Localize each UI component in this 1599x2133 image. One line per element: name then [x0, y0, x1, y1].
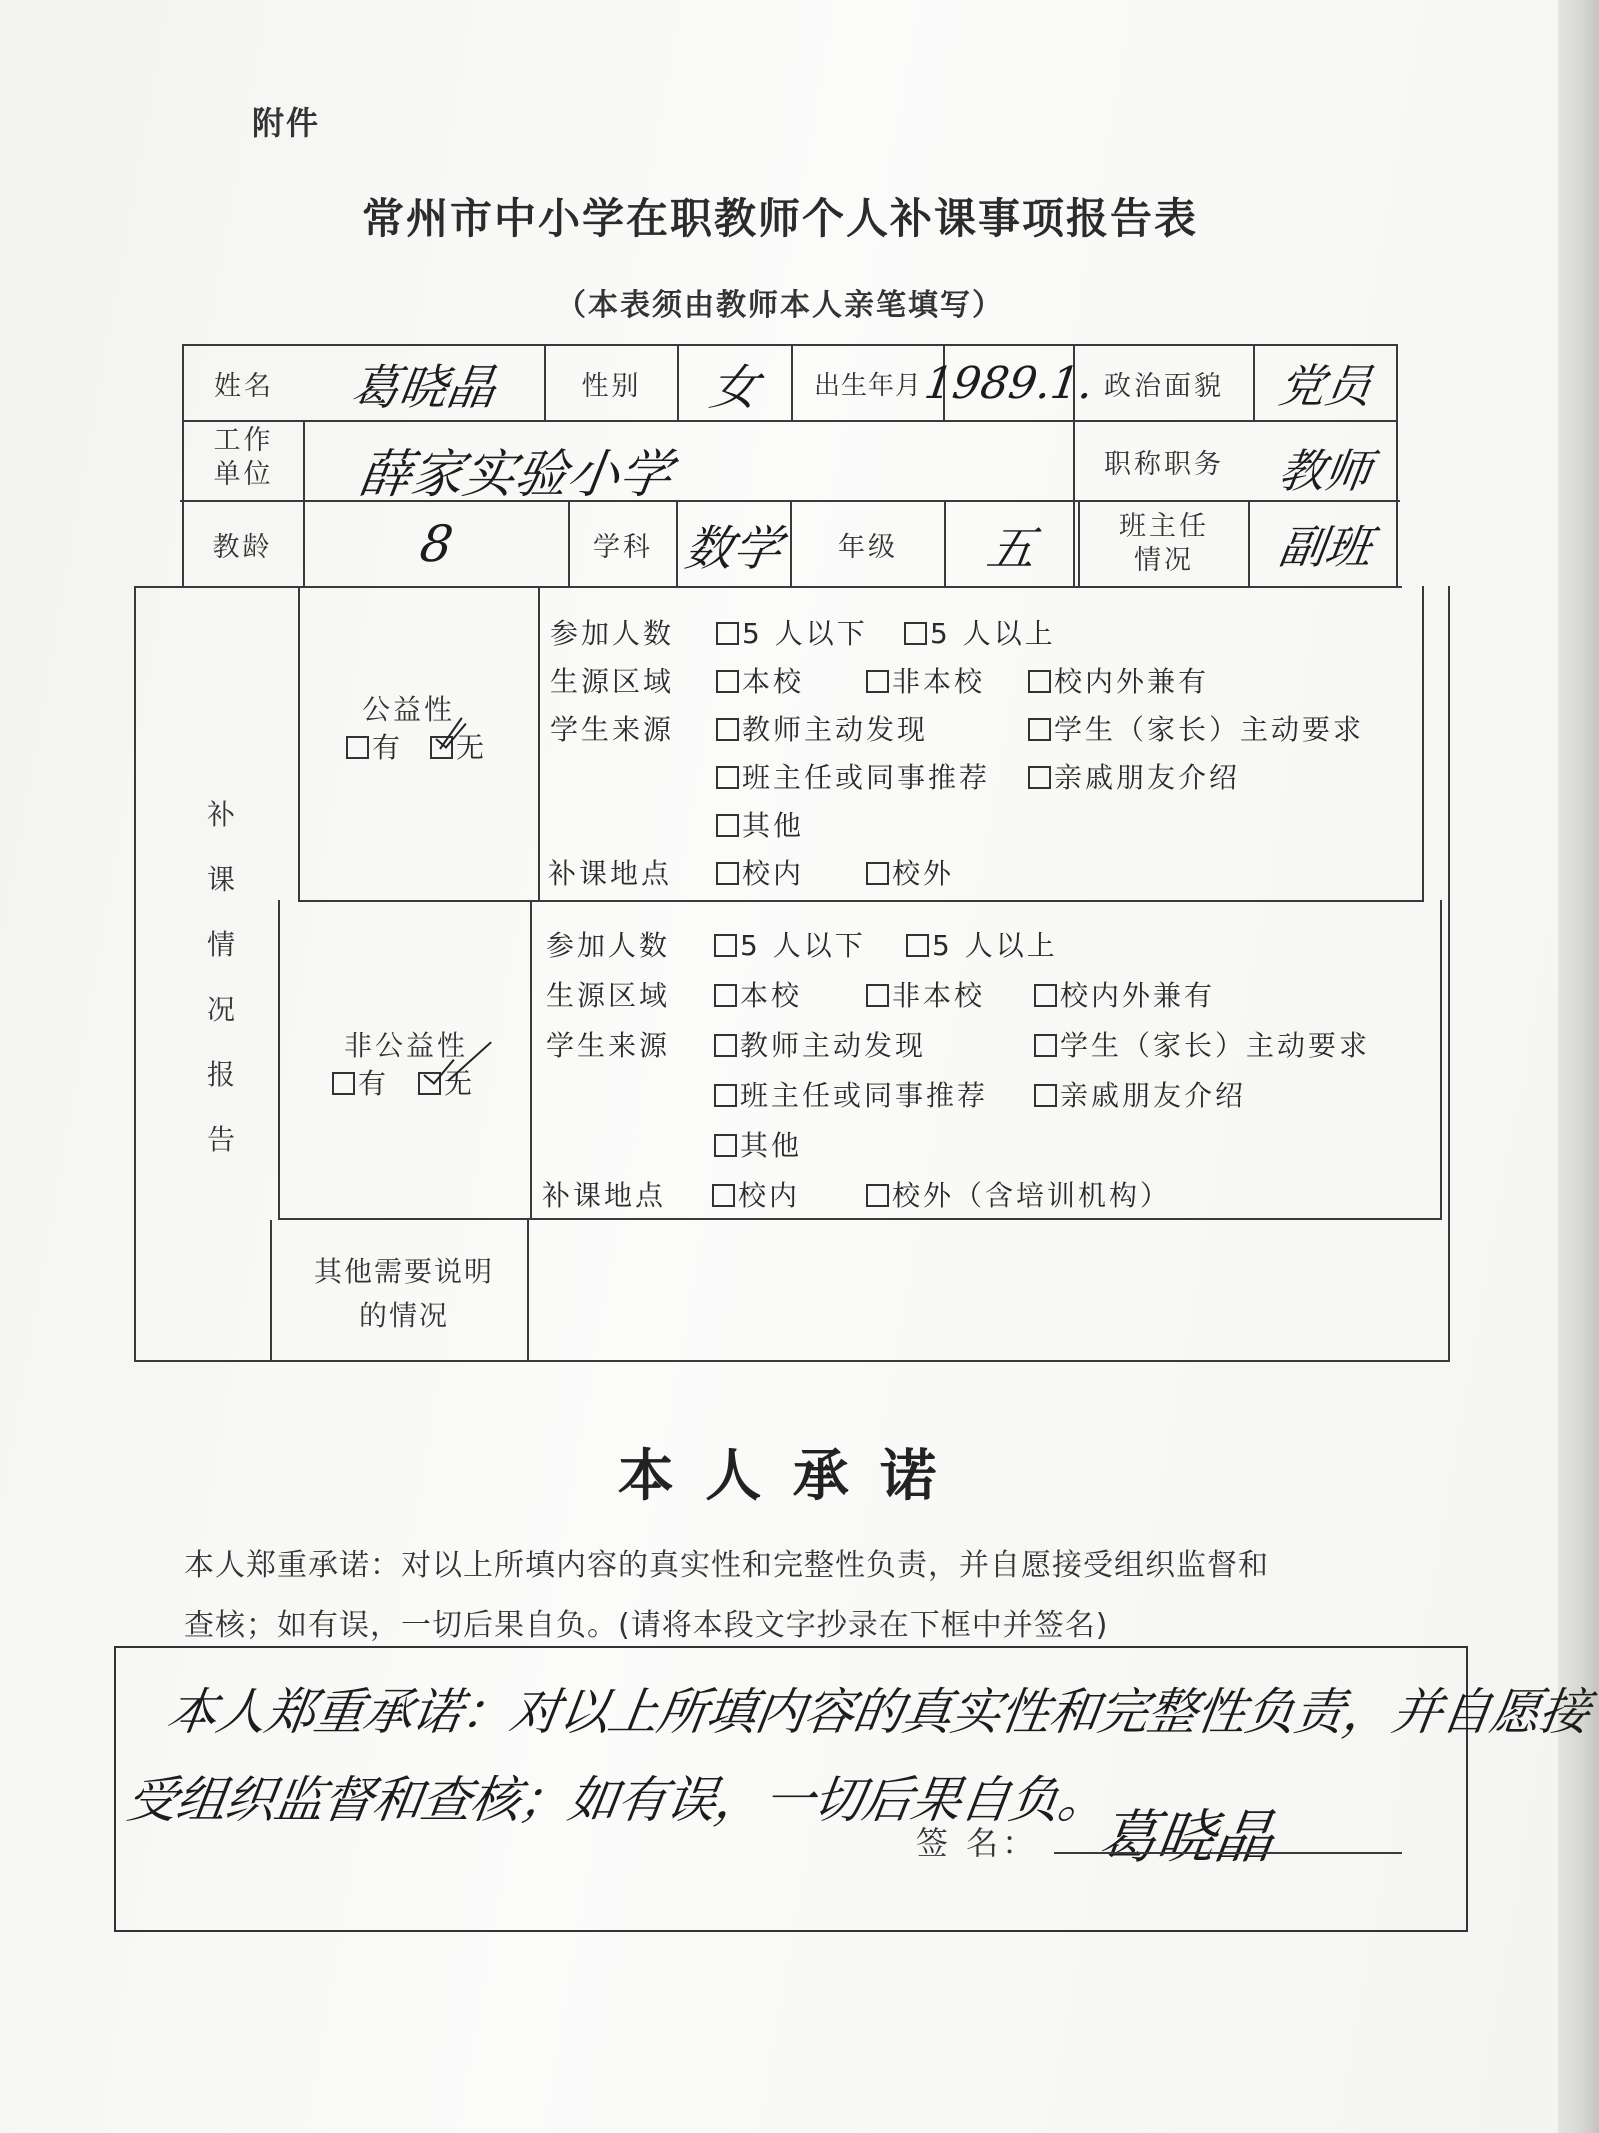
non-public-origin-opt-1[interactable]: 本校	[714, 974, 802, 1014]
checkbox-icon	[714, 1034, 737, 1057]
non-public-source-opt-5[interactable]: 其他	[714, 1124, 802, 1164]
work-unit-value: 薛家实验小学	[355, 445, 676, 505]
signature-value: 葛晓晶	[1094, 1803, 1279, 1871]
checkbox-icon	[714, 1084, 737, 1107]
subject-label: 学科	[593, 531, 653, 563]
public-place-opt-2[interactable]: 校外	[866, 852, 954, 892]
grade-label: 年级	[838, 531, 898, 563]
pledge-text-line-1: 本人郑重承诺：对以上所填内容的真实性和完整性负责，并自愿接受组织监督和	[184, 1548, 1269, 1583]
form-title: 常州市中小学在职教师个人补课事项报告表	[361, 194, 1198, 243]
non-public-origin-opt-3[interactable]: 校内外兼有	[1034, 974, 1215, 1014]
checkbox-icon	[716, 814, 739, 837]
non-public-place-opt-1[interactable]: 校内	[712, 1174, 800, 1214]
checkbox-icon	[866, 984, 889, 1007]
pledge-heading: 本 人 承 诺	[617, 1444, 943, 1509]
checkbox-icon	[1034, 984, 1057, 1007]
checkbox-icon	[866, 670, 889, 693]
checkbox-icon	[714, 984, 737, 1007]
checkbox-icon	[332, 1072, 355, 1095]
non-public-place-opt-2[interactable]: 校外（含培训机构）	[866, 1174, 1171, 1214]
non-public-yes-label: 有	[358, 1067, 390, 1100]
checkbox-icon	[714, 934, 737, 957]
participants-label: 参加人数	[550, 617, 675, 650]
head-teacher-label: 班主任 情况	[1119, 511, 1209, 576]
checkbox-icon	[866, 862, 889, 885]
public-place-label: 补课地点	[548, 857, 673, 890]
public-no-label: 无	[456, 731, 488, 764]
public-place-opt-1[interactable]: 校内	[716, 852, 804, 892]
checkbox-icon	[1028, 670, 1051, 693]
public-source-label: 学生来源	[550, 713, 675, 746]
birth-label: 出生年月	[813, 370, 922, 401]
title-duty-value: 教师	[1275, 444, 1375, 498]
politics-label: 政治面貌	[1104, 370, 1224, 402]
checkbox-icon	[716, 718, 739, 741]
non-public-label: 非公益性	[344, 1029, 469, 1062]
pledge-text-line-2: 查核；如有误，一切后果自负。(请将本段文字抄录在下框中并签名)	[184, 1608, 1109, 1643]
checkbox-icon	[712, 1184, 735, 1207]
non-public-origin-label: 生源区域	[546, 979, 671, 1012]
non-public-source-opt-4[interactable]: 亲戚朋友介绍	[1034, 1074, 1246, 1114]
public-participants-opt-2[interactable]: 5 人以上	[904, 612, 1056, 652]
checkbox-icon	[906, 934, 929, 957]
other-notes-label: 其他需要说明 的情况	[313, 1255, 494, 1332]
signature-underline	[1054, 1852, 1402, 1854]
public-source-opt-2[interactable]: 学生（家长）主动要求	[1028, 708, 1364, 748]
non-public-source-opt-2[interactable]: 学生（家长）主动要求	[1034, 1024, 1370, 1064]
non-public-participants-label: 参加人数	[546, 929, 671, 962]
name-value: 葛晓晶	[347, 359, 500, 416]
checkbox-icon	[1028, 766, 1051, 789]
politics-value: 党员	[1275, 359, 1375, 413]
non-public-place-label: 补课地点	[542, 1179, 667, 1212]
non-public-participants-opt-1[interactable]: 5 人以下	[714, 924, 866, 964]
public-origin-opt-3[interactable]: 校内外兼有	[1028, 660, 1209, 700]
non-public-yes-checkbox[interactable]	[332, 1062, 389, 1102]
public-welfare-label: 公益性	[362, 693, 456, 726]
checkbox-icon	[716, 622, 739, 645]
non-public-origin-opt-2[interactable]: 非本校	[866, 974, 985, 1014]
non-public-participants-opt-2[interactable]: 5 人以上	[906, 924, 1058, 964]
public-yes-label: 有	[372, 731, 404, 764]
gender-label: 性别	[581, 370, 642, 402]
public-participants-row	[550, 612, 674, 652]
public-source-opt-1[interactable]: 教师主动发现	[716, 708, 928, 748]
public-participants-opt-1[interactable]: 5 人以下	[716, 612, 868, 652]
paper-edge-shadow	[1558, 0, 1599, 2133]
head-teacher-value: 副班	[1275, 520, 1376, 574]
checkbox-icon	[1028, 718, 1051, 741]
checkbox-icon	[716, 670, 739, 693]
public-source-opt-5[interactable]: 其他	[716, 804, 804, 844]
name-label: 姓名	[214, 370, 274, 402]
other-notes-field[interactable]	[530, 1222, 1446, 1358]
non-public-source-opt-3[interactable]: 班主任或同事推荐	[714, 1074, 988, 1114]
birth-value: 1989.1.	[921, 357, 1097, 409]
public-source-opt-3[interactable]: 班主任或同事推荐	[716, 756, 990, 796]
non-public-source-label: 学生来源	[546, 1029, 671, 1062]
pledge-handwritten-line-1: 本人郑重承诺：对以上所填内容的真实性和完整性负责，并自愿接	[163, 1683, 1593, 1741]
checkbox-icon	[346, 736, 369, 759]
form-subtitle: （本表须由教师本人亲笔填写）	[556, 288, 1004, 323]
teaching-years-value: 8	[416, 515, 457, 573]
work-unit-label: 工作 单位	[213, 425, 274, 490]
checkbox-icon	[1034, 1034, 1057, 1057]
non-public-no-label: 无	[444, 1067, 476, 1100]
public-origin-opt-1[interactable]: 本校	[716, 660, 804, 700]
public-origin-label: 生源区域	[550, 665, 675, 698]
public-origin-opt-2[interactable]: 非本校	[866, 660, 985, 700]
public-source-opt-4[interactable]: 亲戚朋友介绍	[1028, 756, 1240, 796]
attachment-label: 附件	[252, 104, 321, 142]
title-duty-label: 职称职务	[1104, 448, 1224, 480]
non-public-source-opt-1[interactable]: 教师主动发现	[714, 1024, 926, 1064]
checkbox-icon	[866, 1184, 889, 1207]
gender-value: 女	[706, 359, 763, 416]
checkbox-icon	[904, 622, 927, 645]
checkbox-icon	[716, 766, 739, 789]
checkbox-icon	[716, 862, 739, 885]
signature-label: 签 名：	[916, 1824, 1039, 1862]
pledge-handwritten-line-2: 受组织监督和查核；如有误，一切后果自负。	[123, 1771, 1112, 1829]
public-yes-checkbox[interactable]	[346, 726, 403, 766]
teaching-years-label: 教龄	[212, 531, 273, 563]
grade-value: 五	[983, 520, 1040, 577]
checkbox-icon	[714, 1134, 737, 1157]
tutoring-side-label: 补 课 情 况 报 告	[206, 798, 235, 1156]
subject-value: 数学	[681, 520, 786, 577]
checkbox-icon	[1034, 1084, 1057, 1107]
